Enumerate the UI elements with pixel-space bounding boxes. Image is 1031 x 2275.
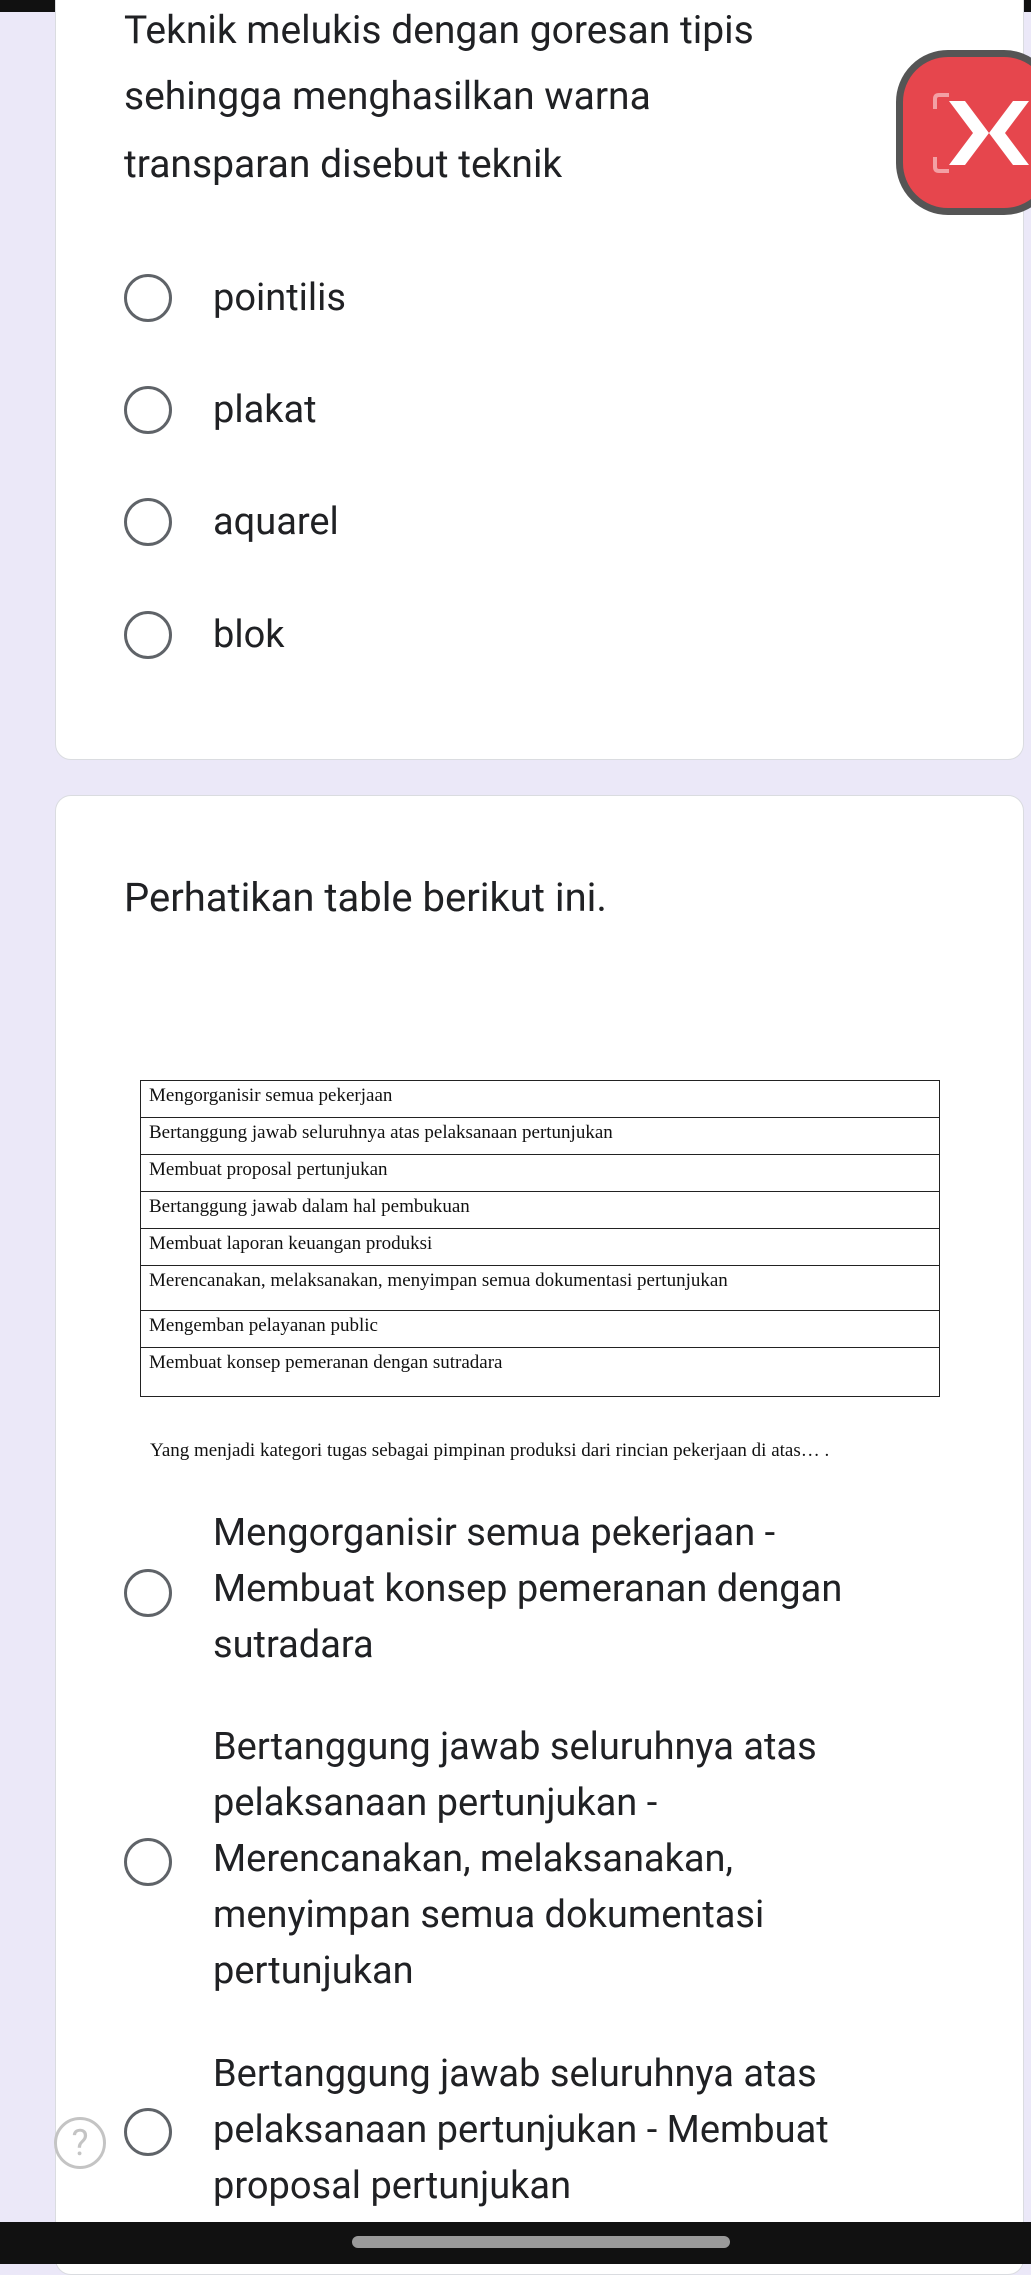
question-1-line-3: transparan disebut teknik: [124, 141, 563, 187]
table-cell: Membuat proposal pertunjukan: [141, 1155, 940, 1192]
option-label: pointilis: [213, 276, 346, 320]
option-label-line: Bertanggung jawab seluruhnya atas: [213, 2052, 817, 2096]
close-x-icon: [927, 93, 1031, 173]
q2-option-a[interactable]: [124, 1505, 924, 1673]
option-label-line: Membuat konsep pemeranan dengan: [213, 1567, 843, 1611]
option-label-line: sutradara: [213, 1623, 374, 1667]
table-caption: Yang menjadi kategori tugas sebagai pimpinan produksi dari rincian pekerjaan di atas… .: [150, 1440, 830, 1461]
table-cell: Merencanakan, melaksanakan, menyimpan semua dokumentasi pertunjukan: [141, 1266, 940, 1311]
question-1-line-1: Teknik melukis dengan goresan tipis: [124, 7, 754, 53]
task-table-image: [140, 1080, 940, 1397]
table-cell: Membuat laporan keuangan produksi: [141, 1229, 940, 1266]
q1-option-plakat[interactable]: [124, 382, 924, 438]
option-label: blok: [213, 613, 285, 657]
option-label-line: proposal pertunjukan: [213, 2164, 572, 2208]
table-cell: Membuat konsep pemeranan dengan sutradara: [141, 1348, 940, 1397]
radio-button[interactable]: [124, 2108, 172, 2156]
table-cell: Bertanggung jawab seluruhnya atas pelaksanaan pertunjukan: [141, 1118, 940, 1155]
option-label-line: Mengorganisir semua pekerjaan -: [213, 1511, 776, 1555]
question-1-line-2: sehingga menghasilkan warna: [124, 73, 651, 119]
option-label-line: pelaksanaan pertunjukan -: [213, 1781, 658, 1825]
option-label-line: Bertanggung jawab seluruhnya atas: [213, 1725, 817, 1769]
q2-option-b[interactable]: [124, 1719, 924, 2004]
home-gesture-handle[interactable]: [352, 2236, 730, 2248]
table-cell: Mengemban pelayanan public: [141, 1311, 940, 1348]
q1-option-aquarel[interactable]: [124, 494, 924, 550]
table-cell: Mengorganisir semua pekerjaan: [141, 1081, 940, 1118]
option-label-line: Merencanakan, melaksanakan,: [213, 1837, 733, 1881]
option-label: aquarel: [213, 500, 339, 544]
radio-button[interactable]: [124, 386, 172, 434]
radio-button[interactable]: [124, 1838, 172, 1886]
radio-button[interactable]: [124, 274, 172, 322]
option-label-line: pertunjukan: [213, 1949, 414, 1993]
radio-button[interactable]: [124, 498, 172, 546]
radio-button[interactable]: [124, 1569, 172, 1617]
radio-button[interactable]: [124, 611, 172, 659]
option-label: plakat: [213, 388, 317, 432]
help-circle-icon[interactable]: ?: [54, 2117, 106, 2169]
q1-option-pointilis[interactable]: [124, 270, 924, 326]
floating-close-button[interactable]: [896, 50, 1031, 215]
q2-option-c[interactable]: [124, 2046, 924, 2214]
q1-option-blok[interactable]: [124, 607, 924, 663]
question-2-prompt: Perhatikan table berikut ini.: [124, 874, 607, 921]
option-label-line: menyimpan semua dokumentasi: [213, 1893, 765, 1937]
table-cell: Bertanggung jawab dalam hal pembukuan: [141, 1192, 940, 1229]
option-label-line: pelaksanaan pertunjukan - Membuat: [213, 2108, 829, 2152]
